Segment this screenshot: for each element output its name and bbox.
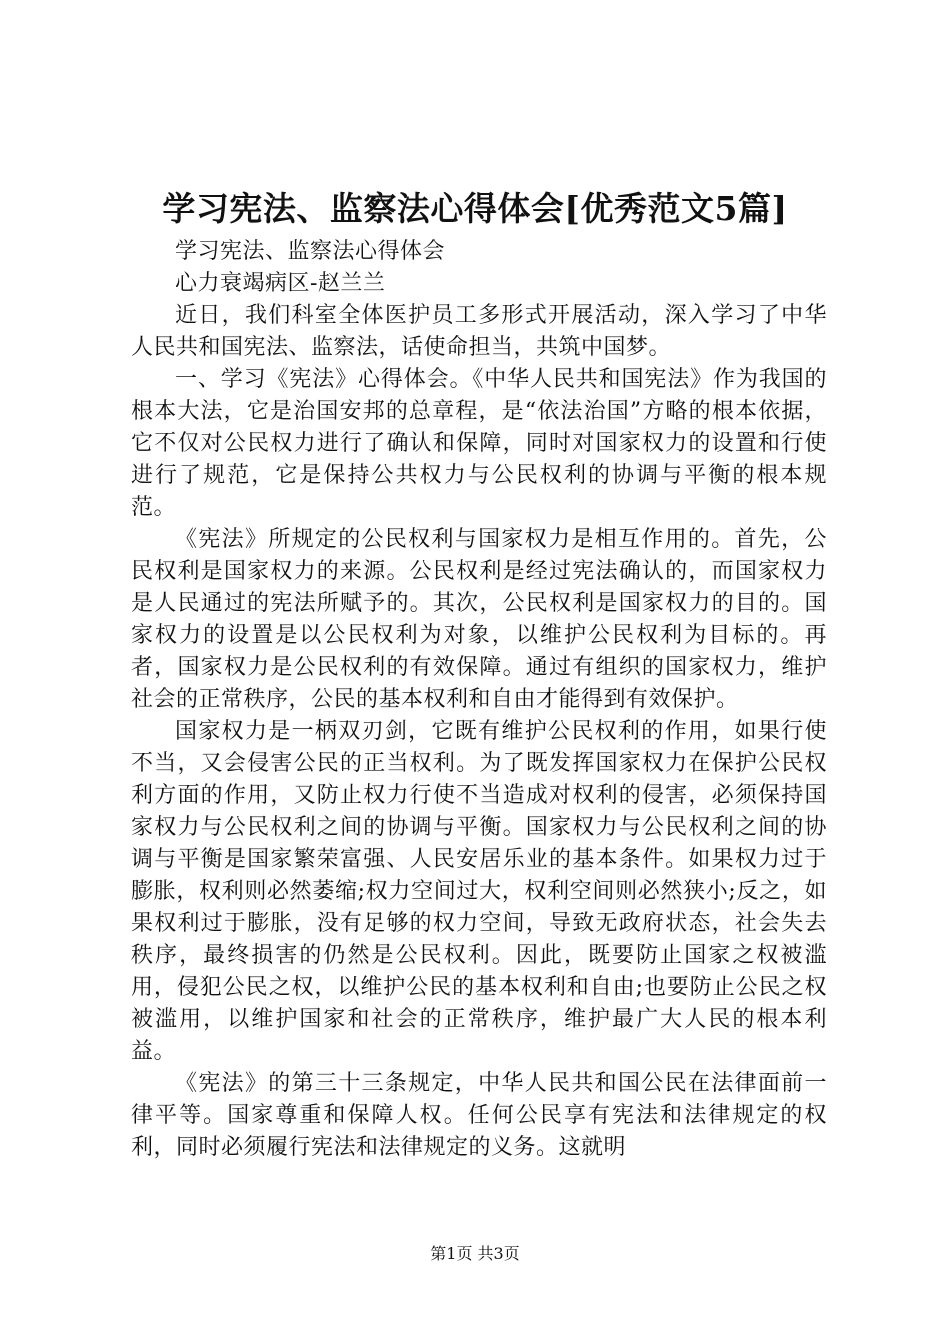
paragraph-article-33: 《宪法》的第三十三条规定，中华人民共和国公民在法律面前一律平等。国家尊重和保障人权。任何公民享有宪法和法律规定的权利，同时必须履行宪法和法律规定的义务。这就明 <box>131 1071 827 1160</box>
paragraph-author: 心力衰竭病区-赵兰兰 <box>175 271 386 296</box>
document-title: 学习宪法、监察法心得体会[优秀范文5篇] <box>162 189 788 228</box>
paragraph-double-edged-sword: 国家权力是一柄双刃剑，它既有维护公民权利的作用，如果行使不当，又会侵害公民的正当权利。为了既发挥国家权力在保护公民权利方面的作用，又防止权力行使不当造成对权利的侵害，必须保持国家权力与公民权利之间的协调与平衡。国家权力与公民权利之间的协调与平衡是国家繁荣富强、人民安居乐业的基本条件。如果权力过于膨胀，权利则必然萎缩;权力空间过大，权利空间则必然狭小;反之，如果权利过于膨胀，没有足够的权力空间，导致无政府状态，社会失去秩序，最终损害的仍然是公民权利。因此，既要防止国家之权被滥用，侵犯公民之权，以维护公民的基本权利和自由;也要防止公民之权被滥用，以维护国家和社会的正常秩序，维护最广大人民的根本利益。 <box>131 719 827 1064</box>
paragraph-rights-and-power: 《宪法》所规定的公民权利与国家权力是相互作用的。首先，公民权利是国家权力的来源。公民权利是经过宪法确认的，而国家权力是人民通过的宪法所赋予的。其次，公民权利是国家权力的目的。国家权力的设置是以公民权利为对象，以维护公民权利为目标的。再者，国家权力是公民权利的有效保障。通过有组织的国家权力，维护社会的正常秩序，公民的基本权利和自由才能得到有效保护。 <box>131 527 827 712</box>
paragraph-intro: 近日，我们科室全体医护员工多形式开展活动，深入学习了中华人民共和国宪法、监察法，话使命担当，共筑中国梦。 <box>131 303 827 360</box>
page-number-footer: 第1页 共3页 <box>430 1244 520 1263</box>
document-body <box>131 236 827 1164</box>
paragraph-subtitle: 学习宪法、监察法心得体会 <box>175 239 446 264</box>
paragraph-section-one: 一、学习《宪法》心得体会。《中华人民共和国宪法》作为我国的根本大法，它是治国安邦的总章程，是“依法治国”方略的根本依据，它不仅对公民权力进行了确认和保障，同时对国家权力的设置和行使进行了规范，它是保持公共权力与公民权利的协调与平衡的根本规范。 <box>131 367 827 520</box>
